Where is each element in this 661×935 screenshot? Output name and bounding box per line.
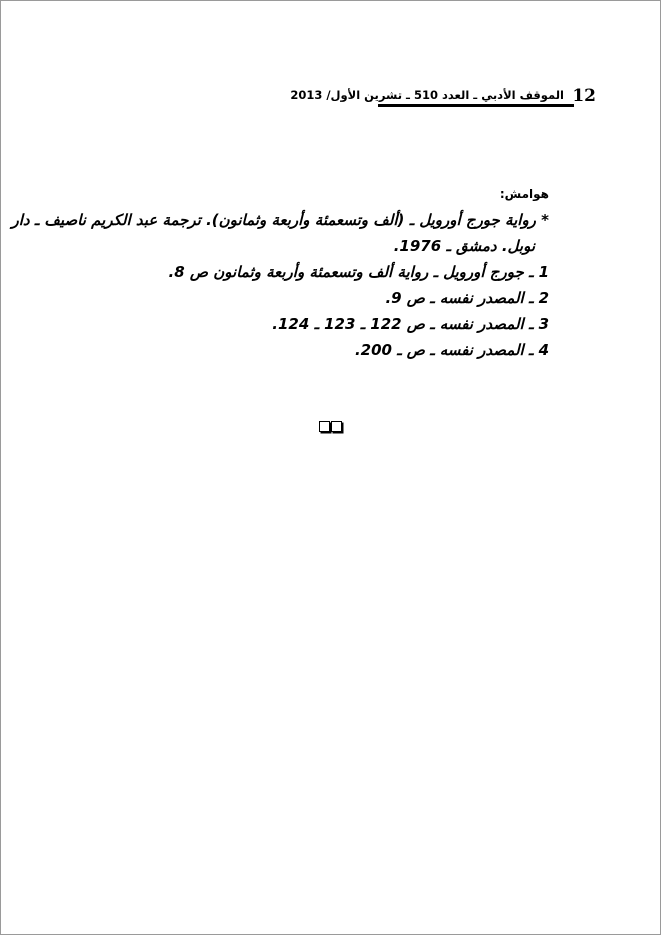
end-of-article-marks: [319, 421, 343, 433]
footnote-line: 3 ـ المصدر نفسه ـ ص 122 ـ 123 ـ 124.: [272, 315, 549, 333]
footnote-line: 1 ـ جورج أورويل ـ رواية ألف وتسعمئة وأربعة وثمانون ص 8.: [168, 263, 549, 281]
footnotes-title: هوامش:: [499, 187, 549, 201]
footnote-line: 4 ـ المصدر نفسه ـ ص ـ 200.: [354, 341, 549, 359]
box-mark-icon: [331, 421, 342, 432]
box-mark-icon: [319, 421, 330, 432]
footnote-line: * رواية جورج أورويل ـ (ألف وتسعمئة وأربعة وثمانون). ترجمة عبد الكريم ناصيف ـ دار: [11, 211, 549, 229]
footnote-line: نوبل. دمشق ـ 1976.: [393, 237, 535, 255]
running-head: الموقف الأدبي ـ العدد 510 ـ تشرين الأول/ 2013: [290, 88, 564, 102]
header-rule: [378, 104, 574, 107]
footnotes-section: [11, 181, 549, 363]
page-number: 12: [572, 86, 596, 106]
footnote-line: 2 ـ المصدر نفسه ـ ص 9.: [385, 289, 549, 307]
